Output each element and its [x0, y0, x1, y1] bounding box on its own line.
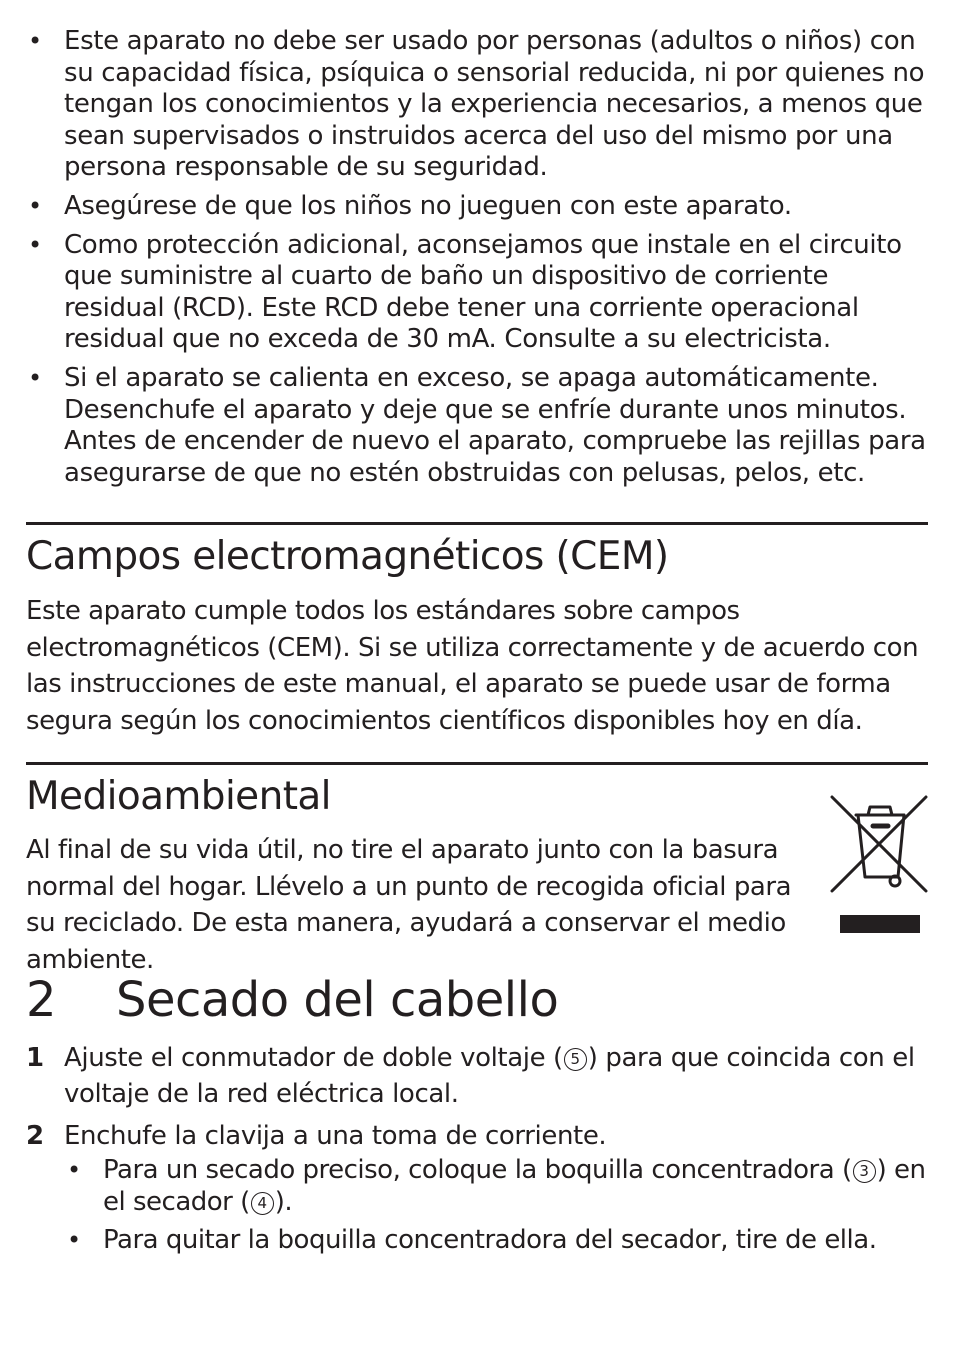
safety-bullet-item	[26, 191, 926, 223]
bullet-icon: •	[67, 1156, 81, 1184]
chapter-title: Secado del cabello	[116, 972, 559, 1028]
safety-bullet-item	[26, 363, 926, 489]
safety-bullet-text: Asegúrese de que los niños no jueguen con este aparato.	[64, 190, 792, 221]
sub-bullet-text: Para un secado preciso, coloque la boquilla concentradora ( 3 ) en el secador ( 4 ).	[103, 1155, 926, 1217]
emf-paragraph: Este aparato cumple todos los estándares sobre campos electromagnéticos (CEM). Si se utiliza correctamente y de acuerdo con las instrucciones de este manual, el aparato se puede usar de forma segura según los conocimientos científicos disponibles hoy en día.	[26, 596, 919, 736]
step-item	[26, 1040, 928, 1112]
step-text: Enchufe la clavija a una toma de corriente.	[64, 1121, 607, 1151]
environment-paragraph: Al final de su vida útil, no tire el aparato junto con la basura normal del hogar. Llévelo a un punto de recogida oficial para su reciclado. De esta manera, ayudará a conservar el medio ambiente.	[26, 835, 792, 975]
section-divider	[26, 762, 928, 765]
callout-number-icon: 3	[853, 1160, 876, 1183]
crossed-out-wheelie-bin-icon	[828, 793, 930, 935]
safety-bullet-text: Como protección adicional, aconsejamos que instale en el circuito que suministre al cuarto de baño un dispositivo de corriente residual (RCD). Este RCD debe tener una corriente operacional residual que no exceda de 30 mA. Consulte a su electricista.	[64, 229, 902, 355]
sub-bullet-item	[64, 1155, 928, 1218]
bullet-icon: •	[28, 230, 42, 259]
step-text: Ajuste el conmutador de doble voltaje ( 5 ) para que coincida con el voltaje de la red eléctrica local.	[64, 1043, 915, 1109]
step-number: 1	[26, 1043, 44, 1073]
sub-bullet-item	[64, 1225, 928, 1257]
callout-number-icon: 4	[251, 1192, 274, 1215]
safety-bullet-text: Si el aparato se calienta en exceso, se apaga automáticamente. Desenchufe el aparato y deje que se enfríe durante unos minutos. Antes de encender de nuevo el aparato, compruebe las rejillas para asegurarse de que no estén obstruidas con pelusas, pelos, etc.	[64, 362, 926, 488]
bullet-icon: •	[28, 27, 42, 55]
section-divider	[26, 522, 928, 525]
bullet-icon: •	[67, 1226, 81, 1254]
step-sub-list	[64, 1155, 928, 1257]
sub-bullet-text: Para quitar la boquilla concentradora del secador, tire de ella.	[103, 1225, 877, 1255]
environment-heading: Medioambiental	[26, 774, 331, 819]
chapter-number: 2	[26, 972, 57, 1028]
safety-bullet-text: Este aparato no debe ser usado por personas (adultos o niños) con su capacidad física, psíquica o sensorial reducida, ni por quienes no tengan los conocimientos y la experiencia necesarios, a menos que sean supervisados o instruidos acerca del uso del mismo por una persona responsable de su seguridad.	[64, 26, 925, 183]
steps-list	[26, 1040, 928, 1264]
safety-bullet-list	[26, 26, 926, 496]
step-number: 2	[26, 1121, 44, 1151]
safety-bullet-item	[26, 26, 926, 184]
emf-heading: Campos electromagnéticos (CEM)	[26, 534, 669, 579]
safety-bullet-item	[26, 230, 926, 356]
bullet-icon: •	[28, 191, 42, 220]
callout-number-icon: 5	[564, 1048, 587, 1071]
bullet-icon: •	[28, 363, 42, 392]
step-item	[26, 1118, 928, 1257]
